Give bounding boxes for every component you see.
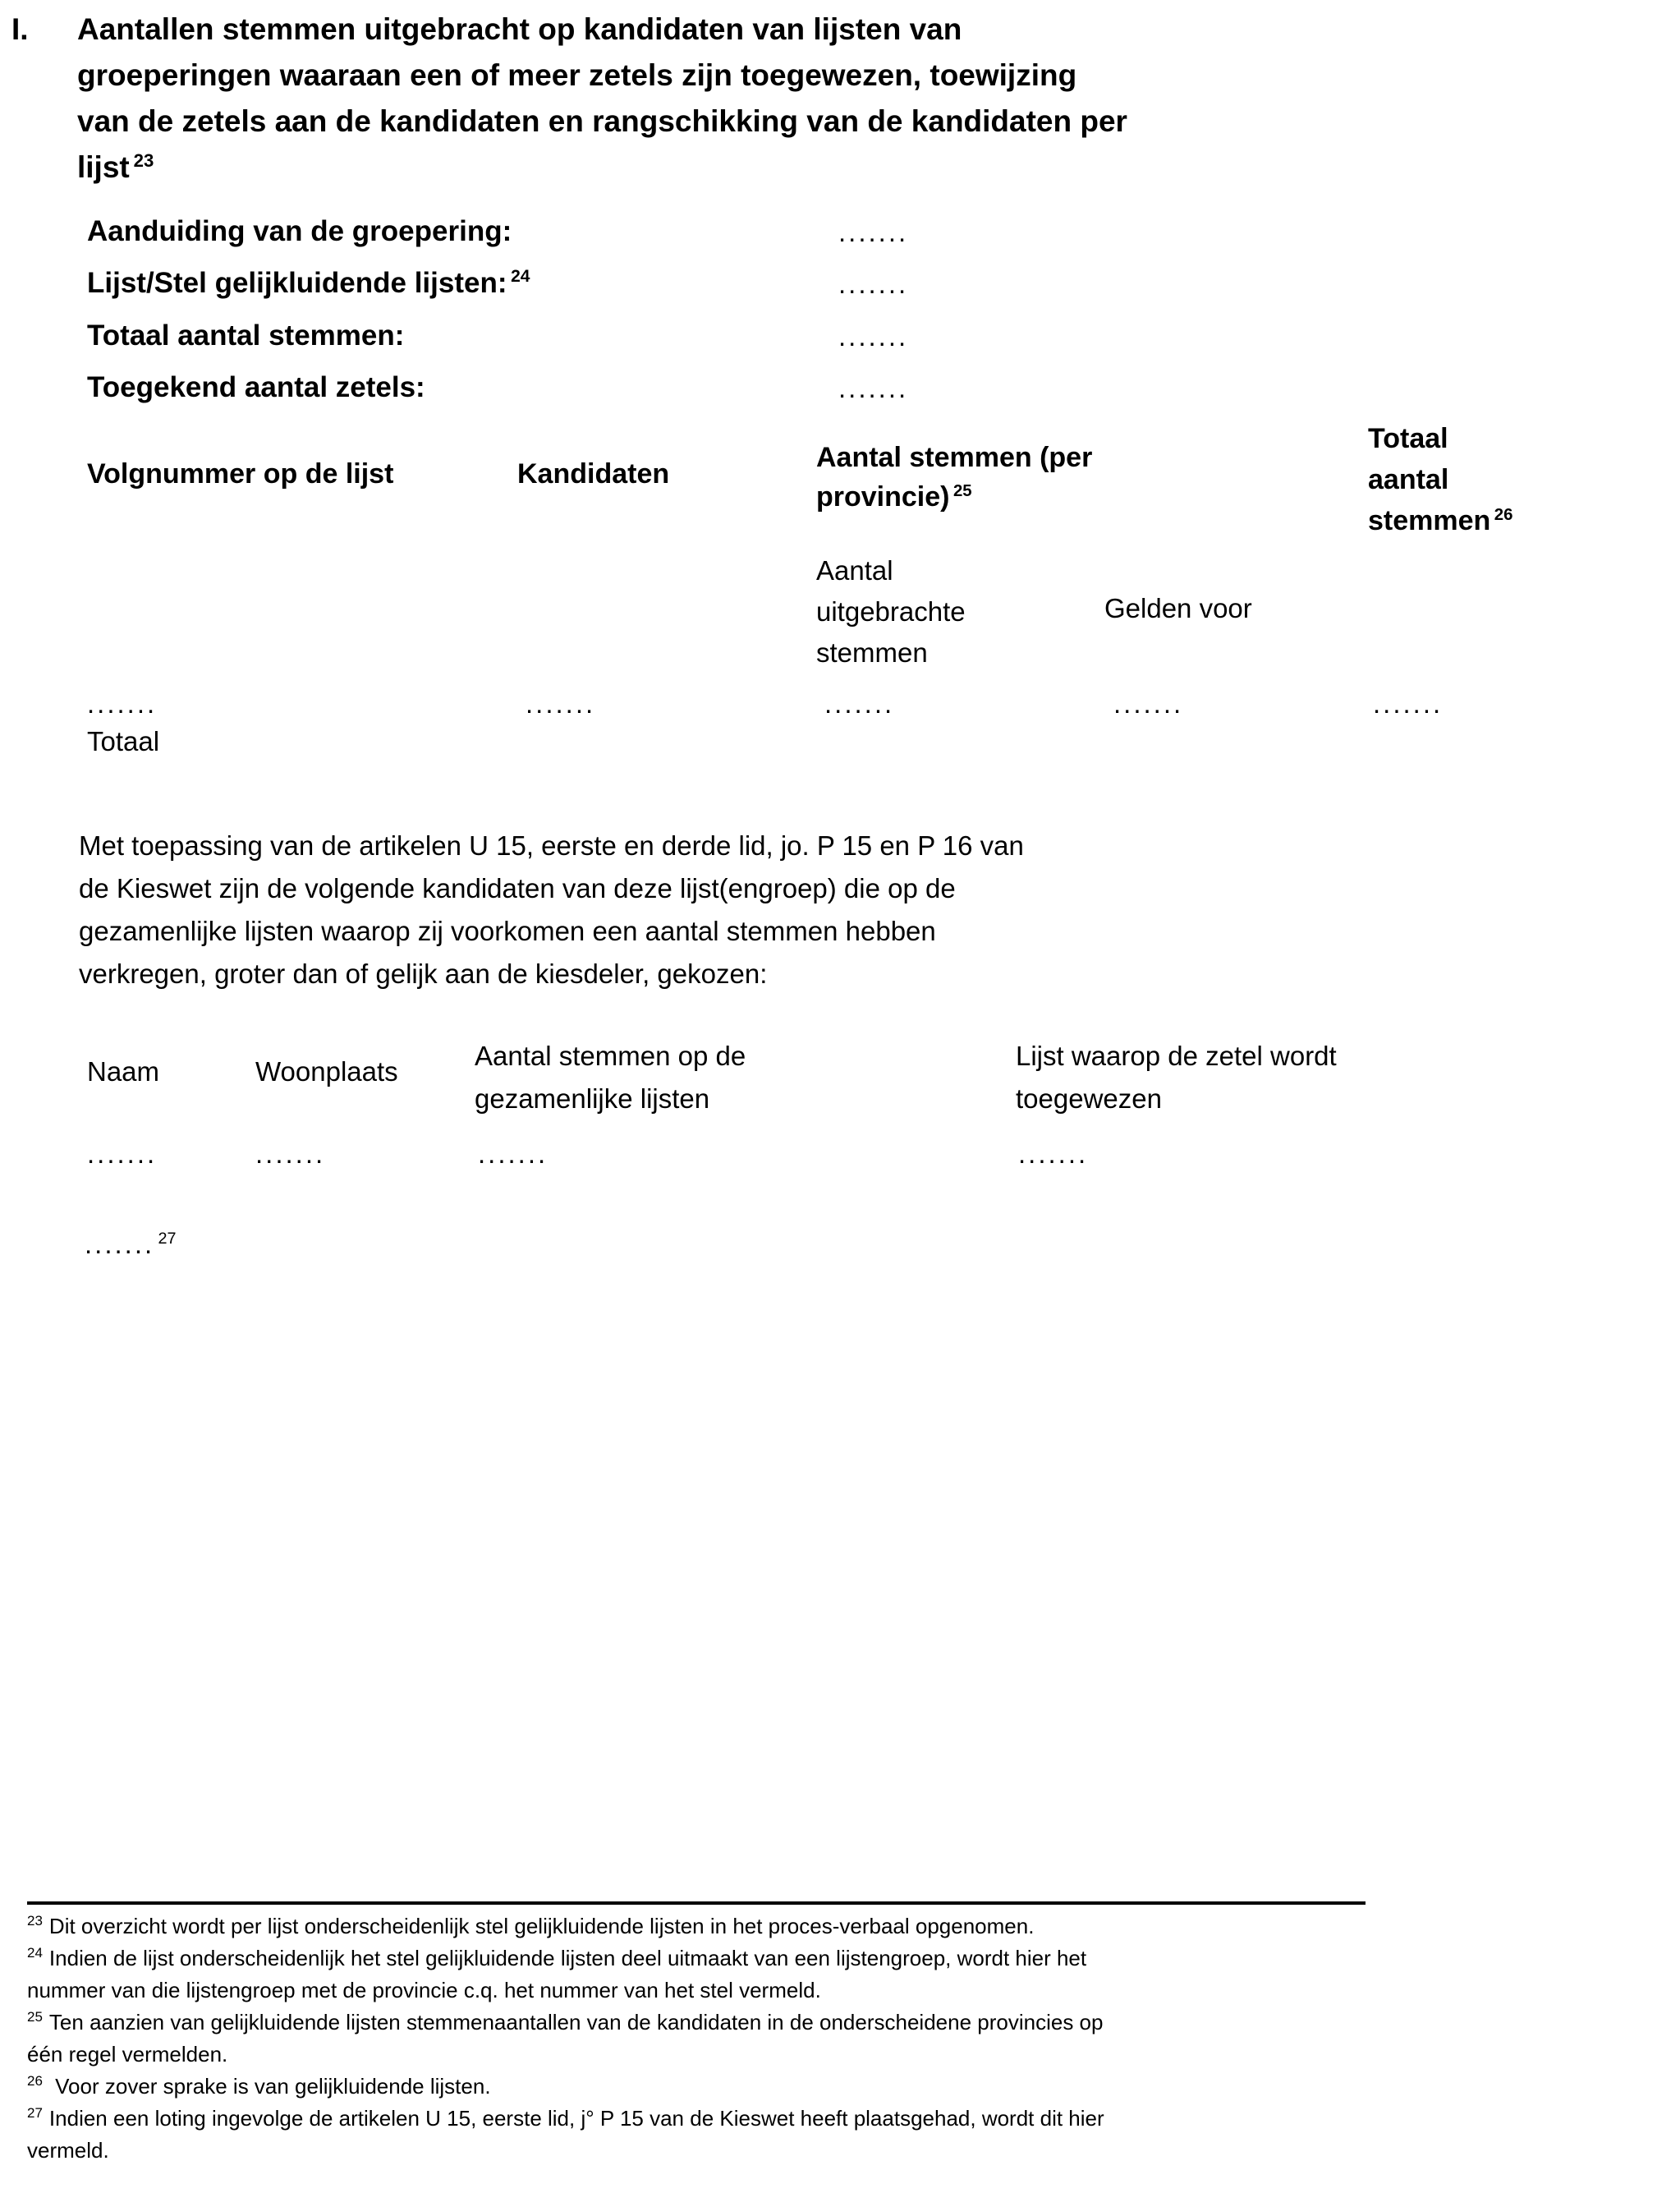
header-line [816,477,1092,517]
dotted-blank-loting: ....... [85,1229,155,1259]
section-heading [11,7,1127,191]
footnote-text: één regel vermelden. [27,2042,228,2067]
footnote-text: Ten aanzien van gelijkluidende lijsten stemmenaantallen van de kandidaten in de onderscheidene provincies op [48,2010,1104,2034]
header-line [1368,500,1512,541]
header-aantal-stemmen-gezamenlijke-lijsten [475,1035,746,1120]
footnote-text: Indien een loting ingevolge de artikelen U 15, eerste lid, j° P 15 van de Kieswet heeft plaatsgehad, wordt dit hier [48,2106,1104,2131]
footnote-27-continued [27,2135,1636,2167]
header-woonplaats: Woonplaats [255,1056,398,1087]
heading-body [77,7,1127,191]
footnote-25-continued [27,2039,1636,2071]
dotted-blank-kandidaten: ....... [526,688,596,719]
dotted-blank-totaal: ....... [1373,688,1444,719]
dotted-blank-toegekend-zetels: ....... [838,373,909,403]
footnote-ref-25: 25 [952,481,972,500]
subheader-line: uitgebrachte [816,596,966,627]
footnote-text: nummer van die lijstengroep met de provincie c.q. het nummer van het stel vermeld. [27,1978,821,2002]
dotted-blank-gelden: ....... [1113,688,1184,719]
dotted-blank-volgnummer: ....... [87,688,158,719]
heading-line-text: lijst [77,150,130,184]
footnote-ref-23: 23 [133,149,154,171]
dotted-blank-woonplaats: ....... [255,1138,326,1169]
dotted-blank-totaal-stemmen: ....... [838,321,909,352]
footnote-26 [27,2071,1636,2103]
subheader-line: stemmen [816,637,928,668]
subheader-gelden-voor: Gelden voor [1104,593,1252,623]
header-kandidaten: Kandidaten [517,458,670,490]
footnote-24-continued [27,1975,1636,2007]
footnote-marker: 25 [27,2009,43,2025]
footnote-ref-27: 27 [158,1230,177,1248]
heading-line: van de zetels aan de kandidaten en rangschikking van de kandidaten per [77,104,1127,138]
field-label-lijst-stel [87,267,530,300]
dotted-blank-naam: ....... [87,1138,158,1169]
header-line-text: provincie) [816,481,950,513]
footnote-ref-26: 26 [1494,505,1513,524]
field-label-totaal-stemmen: Totaal aantal stemmen: [87,320,405,352]
footnote-marker: 24 [27,1945,43,1961]
header-line: Totaal [1368,423,1448,454]
footnote-23 [27,1910,1636,1942]
dotted-blank-aanduiding: ....... [838,217,909,247]
loting-note [85,1229,177,1260]
header-naam: Naam [87,1056,160,1087]
footnotes-section [27,1910,1636,2167]
header-line: Aantal stemmen (per [816,442,1093,473]
paragraph-line: Met toepassing van de artikelen U 15, eerste en derde lid, jo. P 15 en P 16 van [79,830,1024,861]
paragraph-line: de Kieswet zijn de volgende kandidaten van deze lijst(engroep) die op de [79,873,956,903]
subheader-aantal-uitgebrachte-stemmen [816,550,966,674]
header-line-text: stemmen [1368,505,1491,536]
dotted-blank-uitgebrachte: ....... [824,688,895,719]
header-line: Aantal stemmen op de [475,1041,746,1071]
dotted-blank-stemmen: ....... [478,1138,549,1169]
heading-line [77,145,1127,191]
field-label-aanduiding: Aanduiding van de groepering: [87,215,512,247]
legal-paragraph [79,825,1024,995]
header-lijst-zetel-toegewezen [1016,1035,1337,1120]
header-aantal-stemmen-per-provincie [816,438,1092,517]
heading-line: groeperingen waaraan een of meer zetels zijn toegewezen, toewijzing [77,58,1077,92]
heading-numeral: I. [11,12,29,46]
footnote-25 [27,2007,1636,2039]
paragraph-line: verkregen, groter dan of gelijk aan de kiesdeler, gekozen: [79,959,768,989]
heading-line: Aantallen stemmen uitgebracht op kandidaten van lijsten van [77,12,962,46]
dotted-blank-lijst-stel: ....... [838,269,909,299]
dotted-blank-lijst: ....... [1018,1138,1089,1169]
footnote-text: vermeld. [27,2138,109,2163]
footnote-24 [27,1942,1636,1975]
subheader-line: Aantal [816,555,893,586]
field-label-toegekend-zetels: Toegekend aantal zetels: [87,371,425,403]
footnote-text: Voor zover sprake is van gelijkluidende lijsten. [48,2074,491,2099]
total-row-label: Totaal [87,726,160,756]
paragraph-line: gezamenlijke lijsten waarop zij voorkomen een aantal stemmen hebben [79,916,936,946]
header-totaal-aantal-stemmen [1368,418,1512,541]
header-volgnummer: Volgnummer op de lijst [87,458,394,490]
footnote-divider [27,1901,1366,1905]
footnote-text: Indien de lijst onderscheidenlijk het stel gelijkluidende lijsten deel uitmaakt van een lijstengroep, wordt hier het [48,1946,1087,1970]
header-line: Lijst waarop de zetel wordt [1016,1041,1337,1071]
field-label-text: Lijst/Stel gelijkluidende lijsten: [87,267,507,299]
footnote-text: Dit overzicht wordt per lijst onderscheidenlijk stel gelijkluidende lijsten in het proces-verbaal opgenomen. [48,1914,1035,1938]
footnote-marker: 26 [27,2073,43,2090]
footnote-marker: 27 [27,2105,43,2122]
footnote-27 [27,2103,1636,2135]
header-line: gezamenlijke lijsten [475,1083,710,1114]
footnote-marker: 23 [27,1913,43,1929]
header-line: toegewezen [1016,1083,1162,1114]
footnote-ref-24: 24 [511,267,530,287]
header-line: aantal [1368,464,1449,495]
